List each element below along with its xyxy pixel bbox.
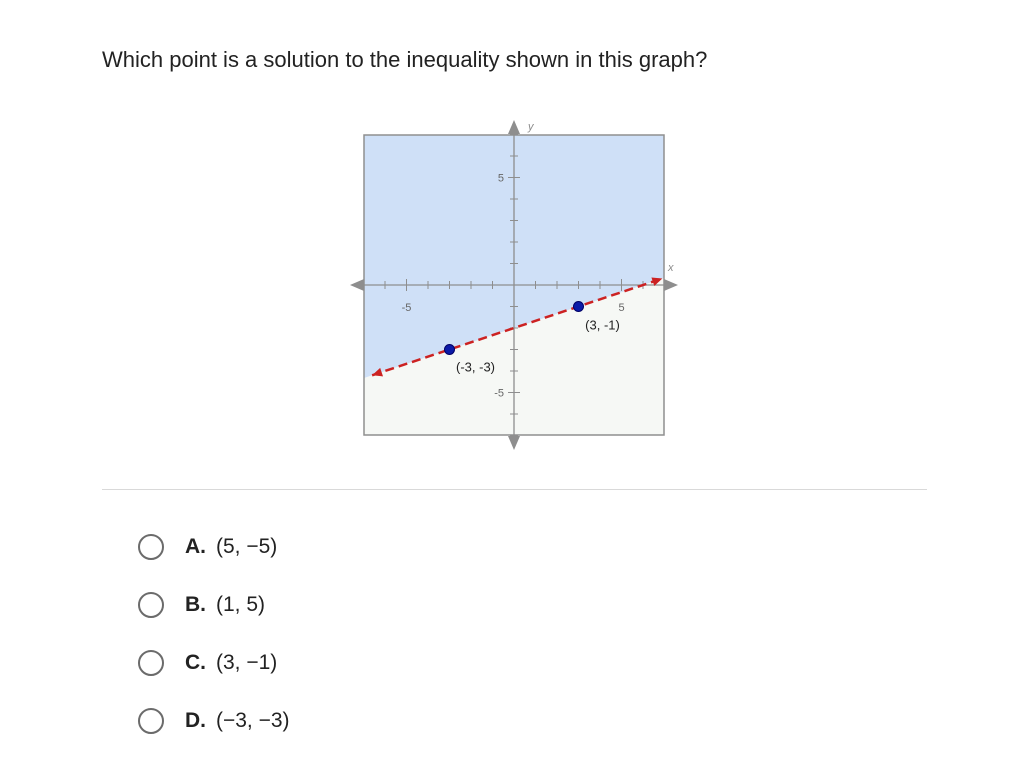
x-tick-label-neg5: -5 <box>401 302 412 314</box>
y-tick-label-5: 5 <box>497 172 504 185</box>
answer-d-letter: D. <box>185 709 206 732</box>
y-axis-label: y <box>528 121 534 133</box>
x-axis-label: x <box>668 262 674 274</box>
graph-svg <box>346 116 682 452</box>
radio-button-c[interactable] <box>138 650 164 676</box>
point-label: (3, -1) <box>585 317 620 333</box>
answer-d-text <box>185 706 290 736</box>
plotted-point <box>574 302 584 312</box>
answer-c-letter: C. <box>185 651 206 674</box>
radio-button-d[interactable] <box>138 708 164 734</box>
answer-c-text <box>185 648 277 678</box>
radio-button-a[interactable] <box>138 534 164 560</box>
answer-a-letter: A. <box>185 535 206 558</box>
answer-b-text <box>185 590 265 620</box>
plotted-point <box>445 345 455 355</box>
x-tick-label-5: 5 <box>618 302 625 314</box>
question-text: Which point is a solution to the inequality shown in this graph? <box>102 47 708 72</box>
answer-d-value: (−3, −3) <box>216 709 290 732</box>
answer-c-value: (3, −1) <box>216 651 278 674</box>
point-label: (-3, -3) <box>456 359 495 375</box>
inequality-graph <box>346 116 682 452</box>
answer-b-value: (1, 5) <box>216 593 266 616</box>
answer-b-letter: B. <box>185 593 206 616</box>
answer-a-text <box>185 532 277 562</box>
answer-a-value: (5, −5) <box>216 535 278 558</box>
radio-button-b[interactable] <box>138 592 164 618</box>
y-tick-label-neg5: -5 <box>494 387 504 400</box>
divider-line <box>102 489 927 490</box>
